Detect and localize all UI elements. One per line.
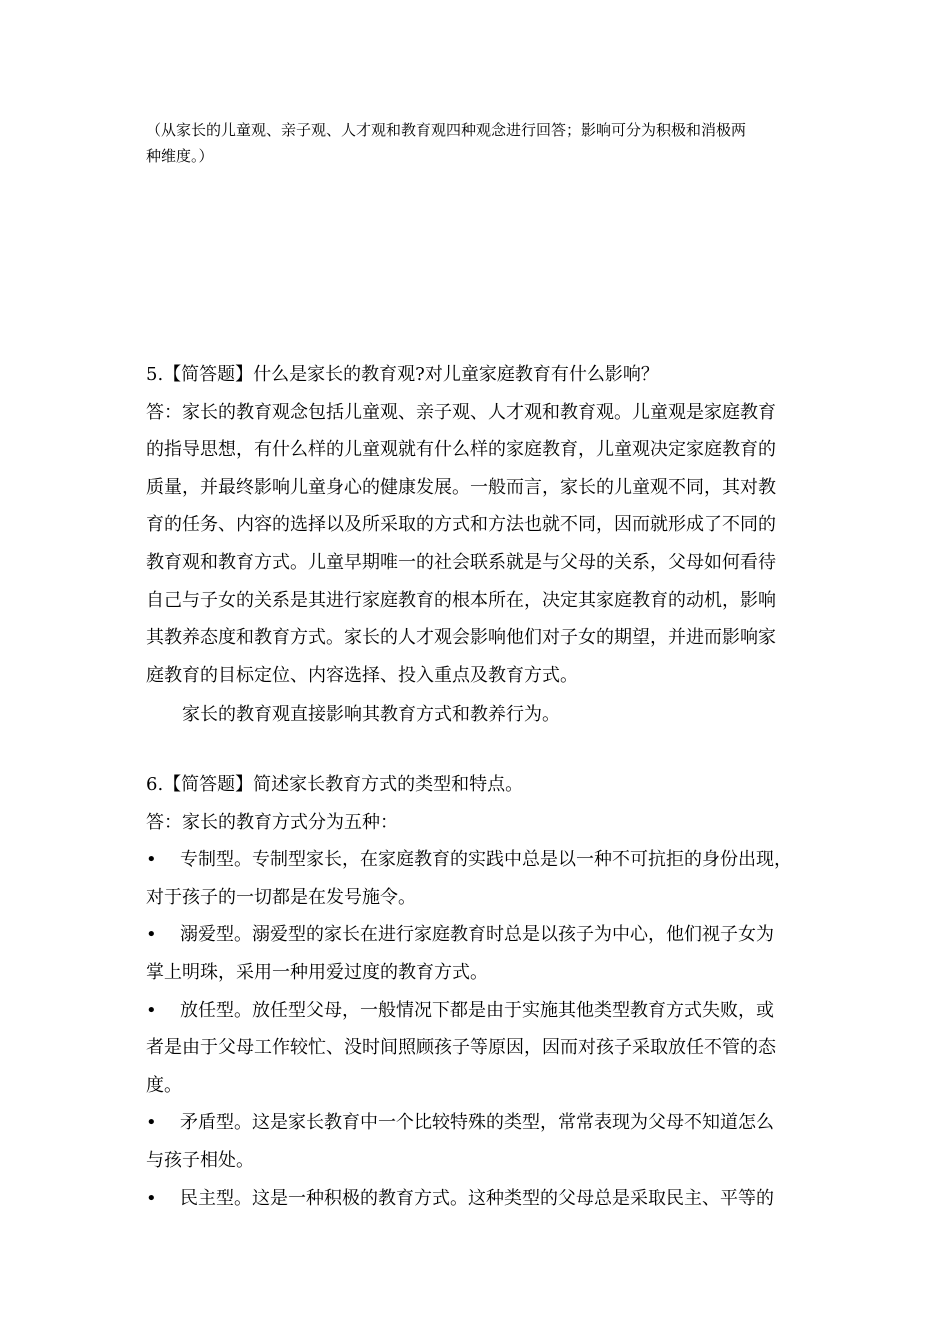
question-5-title: 5.【简答题】什么是家长的教育观?对儿童家庭教育有什么影响？	[146, 364, 659, 385]
question-6-intro: 答：家长的教育方式分为五种：	[146, 811, 398, 833]
answer-line: 教育观和教育方式。儿童早期唯一的社会联系就是与父母的关系，父母如何看待	[146, 551, 776, 573]
list-item-continuation: 与孩子相处。	[146, 1149, 254, 1171]
list-item-continuation: 者是由于父母工作较忙、没时间照顾孩子等原因，因而对孩子采取放任不管的态	[146, 1037, 776, 1059]
answer-hint-note	[146, 117, 810, 169]
list-item	[146, 916, 810, 991]
list-item-first-line: 矛盾型。这是家长教育中一个比较特殊的类型，常常表现为父母不知道怎么	[180, 1112, 774, 1134]
question-6-section	[146, 766, 810, 1217]
list-item	[146, 841, 810, 916]
question-5-conclusion: 家长的教育观直接影响其教育方式和教养行为。	[182, 704, 560, 726]
answer-line: 庭教育的目标定位、内容选择、投入重点及教育方式。	[146, 664, 578, 686]
answer-line: 育的任务、内容的选择以及所采取的方式和方法也就不同，因而就形成了不同的	[146, 514, 776, 536]
bullet-icon: •	[146, 924, 157, 946]
list-item-continuation: 掌上明珠，采用一种用爱过度的教育方式。	[146, 961, 488, 983]
note-line-2: 种维度。）	[146, 147, 214, 165]
question-5-answer	[146, 394, 810, 695]
list-item-continuation: 对于孩子的一切都是在发号施令。	[146, 886, 416, 908]
bullet-icon: •	[146, 1112, 157, 1134]
list-item-first-line: 专制型。专制型家长，在家庭教育的实践中总是以一种不可抗拒的身份出现，	[180, 849, 792, 871]
bullet-icon: •	[146, 999, 157, 1021]
list-item	[146, 992, 810, 1105]
answer-line: 质量，并最终影响儿童身心的健康发展。一般而言，家长的儿童观不同，其对教	[146, 476, 776, 498]
list-item-continuation: 度。	[146, 1074, 182, 1096]
answer-line: 的指导思想，有什么样的儿童观就有什么样的家庭教育，儿童观决定家庭教育的	[146, 439, 776, 461]
note-line-1: （从家长的儿童观、亲子观、人才观和教育观四种观念进行回答；影响可分为积极和消极两	[146, 121, 747, 139]
list-item	[146, 1180, 810, 1218]
bullet-icon: •	[146, 849, 157, 871]
bullet-icon: •	[146, 1187, 157, 1209]
list-item-first-line: 溺爱型。溺爱型的家长在进行家庭教育时总是以孩子为中心，他们视子女为	[180, 924, 774, 946]
answer-line: 自己与子女的关系是其进行家庭教育的根本所在，决定其家庭教育的动机，影响	[146, 589, 776, 611]
answer-line: 答：家长的教育观念包括儿童观、亲子观、人才观和教育观。儿童观是家庭教育	[146, 401, 776, 423]
question-5-section	[146, 356, 810, 734]
question-6-title: 6.【简答题】简述家长教育方式的类型和特点。	[146, 774, 524, 795]
list-item-first-line: 民主型。这是一种积极的教育方式。这种类型的父母总是采取民主、平等的	[180, 1187, 774, 1209]
list-item-first-line: 放任型。放任型父母，一般情况下都是由于实施其他类型教育方式失败，或	[180, 999, 774, 1021]
list-item	[146, 1104, 810, 1179]
answer-line: 其教养态度和教育方式。家长的人才观会影响他们对子女的期望，并进而影响家	[146, 627, 776, 649]
